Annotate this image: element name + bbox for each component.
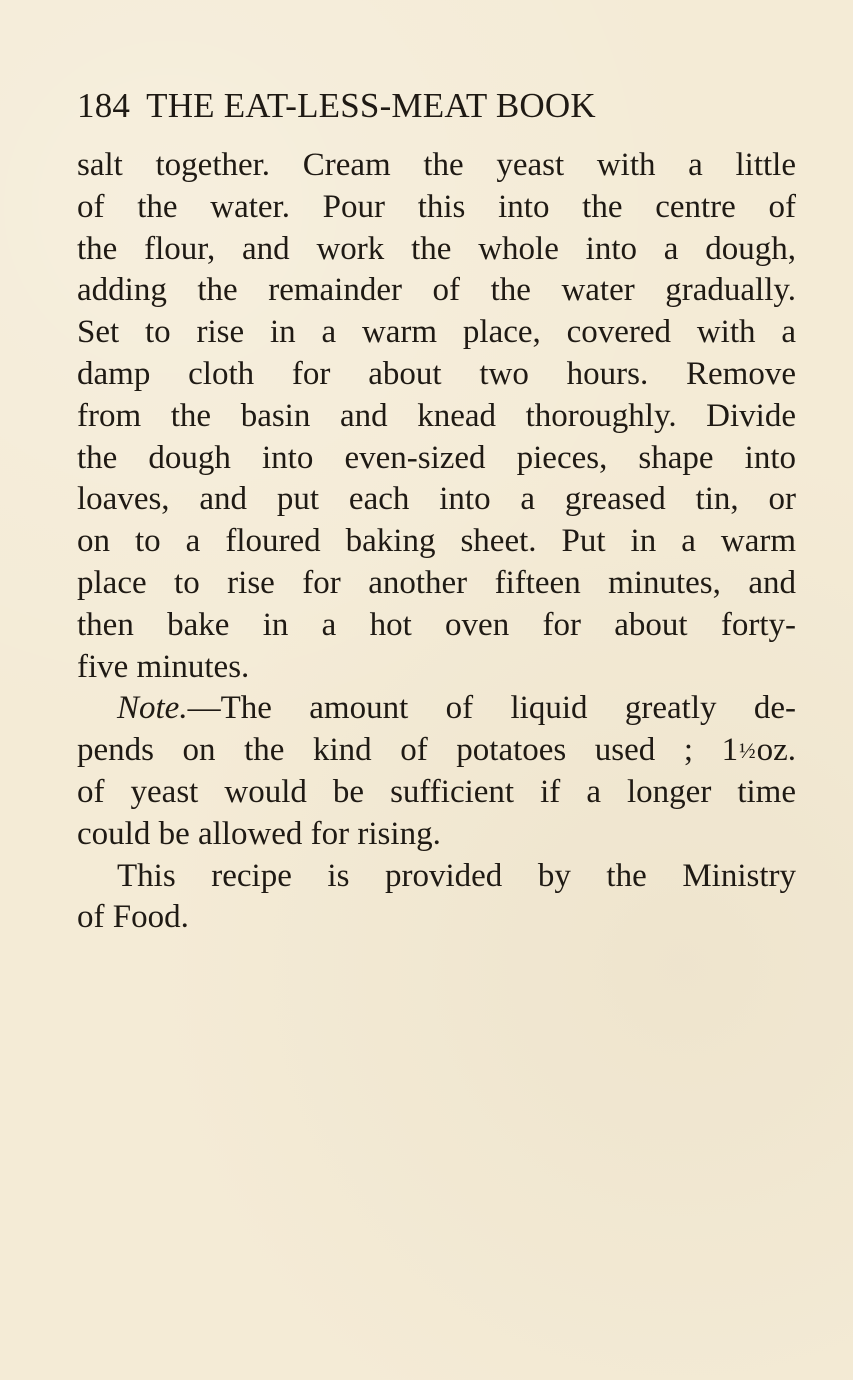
- note-text: oz.: [756, 732, 796, 769]
- note-line: of yeast would be sufficient if a longer time: [77, 773, 796, 810]
- note-text: pends on the kind of potatoes used ; 1: [77, 732, 739, 769]
- fraction: ½: [739, 738, 756, 764]
- note-text: —The amount of liquid greatly de-: [187, 690, 796, 727]
- text-line: from the basin and knead thoroughly. Divide: [77, 397, 796, 434]
- text-line: five minutes.: [77, 648, 250, 685]
- text-line: the dough into even-sized pieces, shape into: [77, 439, 796, 476]
- page-text: [77, 145, 796, 939]
- text-line: loaves, and put each into a greased tin, or: [77, 481, 796, 518]
- text-line: then bake in a hot oven for about forty-: [77, 606, 796, 643]
- note-line: [77, 688, 796, 730]
- page-header: [77, 84, 777, 128]
- page-number: 184: [77, 86, 131, 125]
- note-label: Note.: [117, 690, 188, 727]
- note-line: [77, 730, 796, 772]
- credit-line: This recipe is provided by the Ministry: [117, 857, 796, 894]
- text-line: adding the remainder of the water gradually.: [77, 272, 796, 309]
- text-line: Set to rise in a warm place, covered with a: [77, 314, 796, 351]
- text-line: salt together. Cream the yeast with a little: [77, 147, 796, 183]
- text-line: place to rise for another fifteen minutes, and: [77, 564, 796, 601]
- running-title: THE EAT-LESS-MEAT BOOK: [146, 86, 596, 125]
- text-line: of the water. Pour this into the centre of: [77, 188, 796, 225]
- credit-line: of Food.: [77, 899, 189, 936]
- text-line: on to a floured baking sheet. Put in a warm: [77, 523, 796, 560]
- text-line: the flour, and work the whole into a dough,: [77, 230, 796, 267]
- note-line: could be allowed for rising.: [77, 815, 441, 852]
- text-line: damp cloth for about two hours. Remove: [77, 355, 796, 392]
